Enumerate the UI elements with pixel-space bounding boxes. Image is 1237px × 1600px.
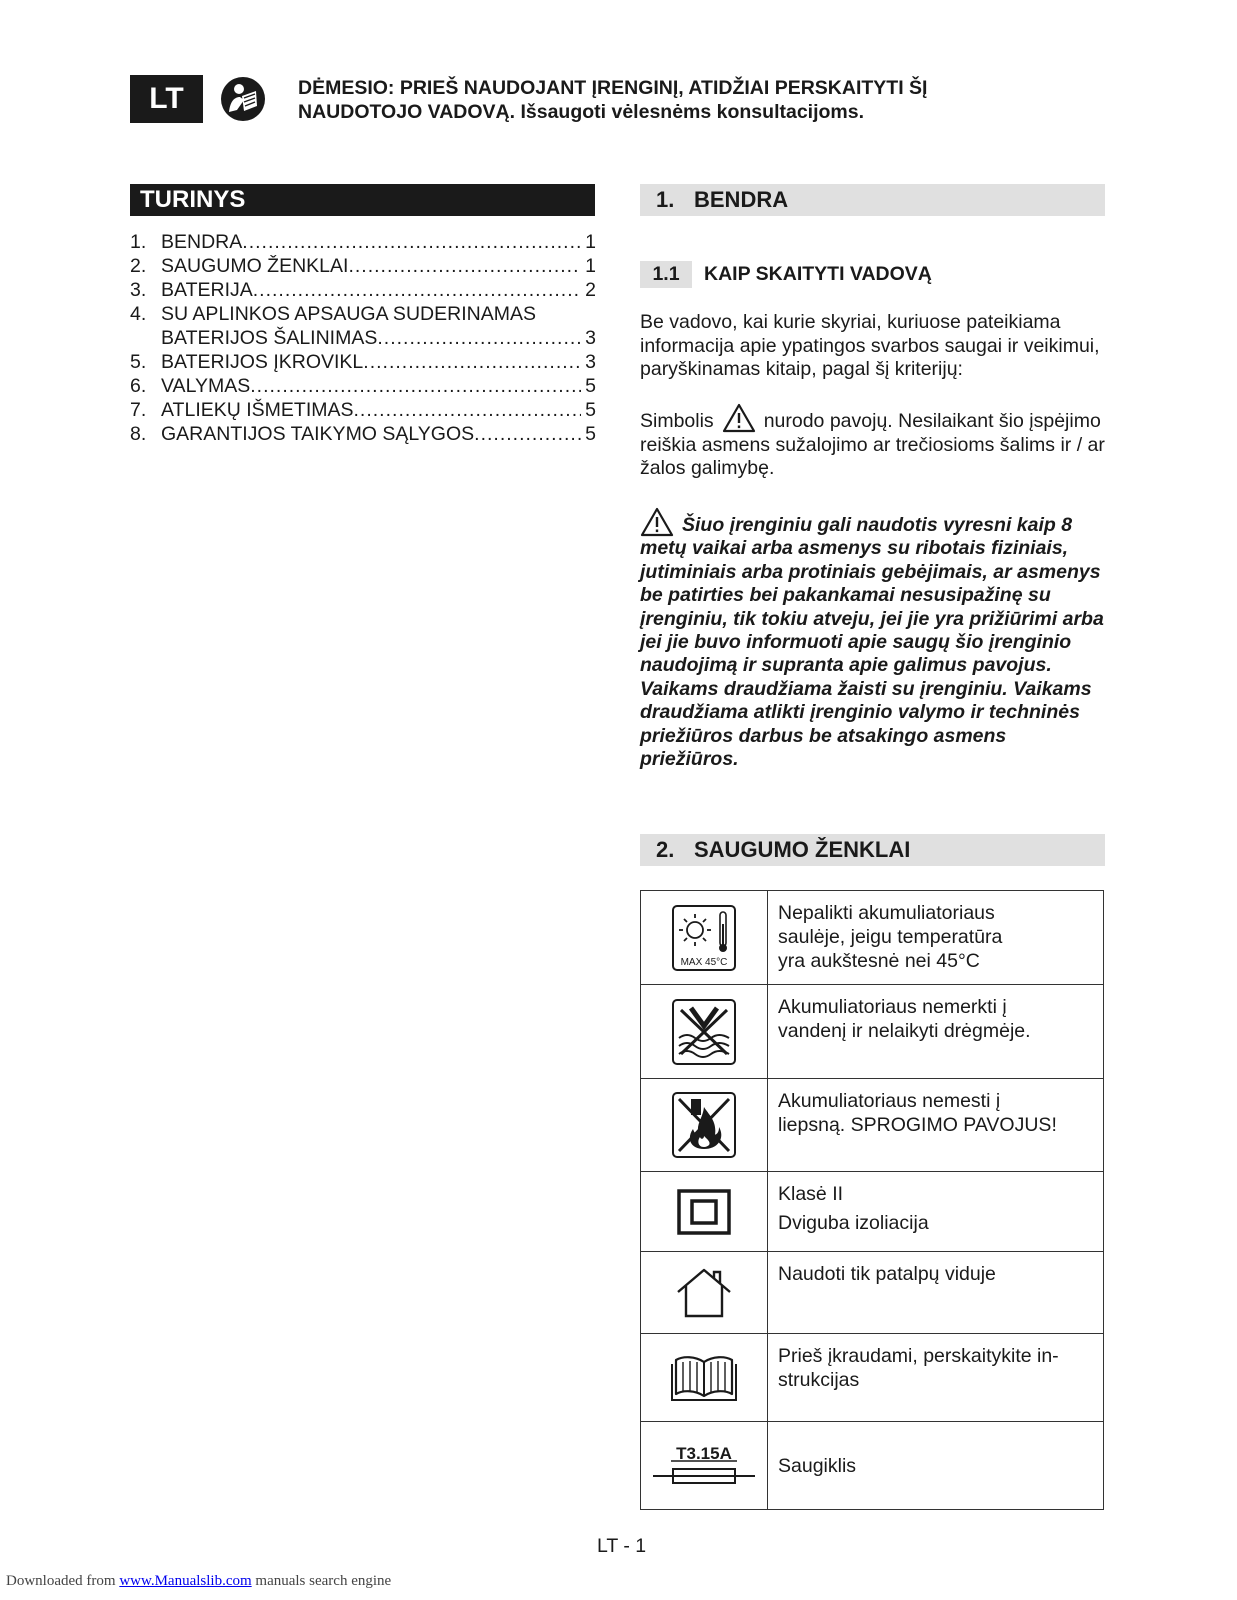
subsection-title: KAIP SKAITYTI VADOVĄ [704,263,932,285]
toc-item-label: GARANTIJOS TAIKYMO SĄLYGOS [161,423,475,445]
symbol-text-line: strukcijas [778,1369,860,1391]
language-badge: LT [130,75,203,123]
children-warning-paragraph [640,507,1105,771]
toc-item-label: SAUGUMO ŽENKLAI [161,255,349,277]
symbol-description [768,985,1104,1079]
symbol-text-line: Klasė II [778,1183,844,1205]
subsection-number: 1.1 [640,261,692,288]
toc-item-page: 3 [585,351,596,373]
symbol-text-line: Nepalikti akumuliatoriaus [778,902,995,924]
symbol-text-line: Dviguba izoliacija [778,1212,929,1234]
toc-item-label: BATERIJA [161,279,253,301]
toc-item-page: 5 [585,423,596,445]
warning-header [298,76,1058,124]
toc-item-label: BATERIJOS ŠALINIMAS [161,327,378,349]
toc-item-label: SU APLINKOS APSAUGA SUDERINAMAS [161,303,536,325]
symbol-text-line: Prieš įkraudami, perskaitykite in- [778,1345,1059,1367]
toc-item-page: 1 [585,231,596,253]
icon-cell [641,1252,768,1334]
warning-triangle-icon [722,403,756,433]
symbol-description [768,1172,1104,1252]
footer-prefix: Downloaded from [6,1573,120,1589]
toc-item-page: 5 [585,399,596,421]
icon-cell [641,1079,768,1172]
section-1-header [640,184,1105,216]
symbol-text-line: saulėje, jeigu temperatūra [778,926,1003,948]
toc-item-atlieku[interactable] [130,398,596,422]
table-row [641,1252,1104,1334]
symbol-text-line: Akumuliatoriaus nemerkti į [778,996,1007,1018]
toc-item-page: 5 [585,375,596,397]
symbol-description [768,1079,1104,1172]
toc-item-number: 4. [130,303,147,325]
manual-reading-icon [220,76,266,122]
icon-cell [641,1422,768,1510]
indoor-house-icon [674,1266,734,1320]
section-number: 2. [656,837,675,862]
toc-title: TURINYS [130,184,595,216]
section-title: BENDRA [694,187,789,212]
table-row [641,1079,1104,1172]
toc-item-number: 6. [130,375,147,397]
toc-item-label: BATERIJOS ĮKROVIKL [161,351,364,373]
toc-item-label: VALYMAS [161,375,251,397]
symbol-text-before: Simbolis [640,410,714,432]
toc-item-page: 1 [585,255,596,277]
toc-item-label: BENDRA [161,231,243,253]
section-number: 1. [656,187,675,212]
toc-item-number: 2. [130,255,147,277]
toc-item-number: 7. [130,399,147,421]
icon-cell [641,985,768,1079]
table-row [641,1172,1104,1252]
warning-triangle-icon [640,507,674,537]
safety-symbols-table [640,890,1104,1510]
toc-item-number: 8. [130,423,147,445]
symbol-description [768,891,1104,985]
toc-item-ikrovikl[interactable] [130,350,596,374]
toc-item-page: 2 [585,279,596,301]
fuse-rating-label: T3.15A [676,1443,732,1463]
open-book-icon [669,1354,739,1402]
toc-item-valymas[interactable] [130,374,596,398]
symbol-description [768,1334,1104,1422]
table-row [641,1422,1104,1510]
icon-cell [641,1334,768,1422]
table-row [641,891,1104,985]
table-row [641,985,1104,1079]
intro-paragraph: Be vadovo, kai kurie skyriai, kuriuose pateikiama informacija apie ypatingos svarbos saugai ir veikimui, paryškinamas kitaip, pagal šį kriterijų: [640,311,1100,381]
toc-item-number: 1. [130,231,147,253]
download-footer [6,1573,391,1590]
max-temp-label: MAX 45°C [680,956,728,968]
subsection-1-1-header [640,261,932,288]
toc-item-number: 5. [130,351,147,373]
toc-item-aplinkos-line2[interactable] [130,326,596,350]
table-of-contents [130,230,596,446]
section-title: SAUGUMO ŽENKLAI [694,837,911,862]
symbol-paragraph [640,403,1105,481]
symbol-description [768,1252,1104,1334]
section-2-header [640,834,1105,866]
toc-item-number: 3. [130,279,147,301]
table-row [641,1334,1104,1422]
symbol-text-line: Akumuliatoriaus nemesti į [778,1090,1001,1112]
manualslib-link[interactable]: www.Manualslib.com [119,1573,252,1589]
toc-item-label: ATLIEKŲ IŠMETIMAS [161,399,354,421]
toc-item-saugumo-zenklai[interactable] [130,254,596,278]
toc-item-bendra[interactable] [130,230,596,254]
double-insulation-icon [676,1189,732,1235]
symbol-description [768,1422,1104,1510]
footer-suffix: manuals search engine [251,1573,392,1589]
children-warning-text: Šiuo įrenginiu gali naudotis vyresni kaip 8 metų vaikai arba asmenys su ribotais fiziniais, jutiminiais arba protiniais gebėjimais, ar asmenys be patirties bei pakankamai nesusipažinę su įrenginiu, tik tokiu atveju, jei jie yra prižiūrimi arba jei jie buvo informuoti apie saugų šio įrenginio naudojimą ir supranta apie galimus pavojus. Vaikams draudžiama žaisti su įrenginiu. Vaikams draudžiama atlikti įrenginio valymo ir techninės priežiūros darbus be atsakingo asmens priežiūros. [640,514,1104,771]
symbol-text-line: liepsną. SPROGIMO PAVOJUS! [778,1114,1057,1136]
warning-line-2: NAUDOTOJO VADOVĄ. Išsaugoti vėlesnėms konsultacijoms. [298,101,865,123]
symbol-text-line: Saugiklis [778,1454,857,1477]
toc-item-garantijos[interactable] [130,422,596,446]
toc-item-baterija[interactable] [130,278,596,302]
toc-item-aplinkos-line1[interactable] [130,302,596,326]
icon-cell [641,891,768,985]
page-number: LT - 1 [597,1535,647,1557]
symbol-text-line: Naudoti tik patalpų viduje [778,1263,996,1285]
toc-item-page: 3 [585,327,596,349]
icon-cell [641,1172,768,1252]
symbol-text-after: nurodo pavojų. Nesilaikant šio įspėjimo reiškia asmens sužalojimo ar trečiosioms šalims ir / ar žalos galimybę. [640,410,1105,480]
no-water-icon [671,998,737,1066]
symbol-text-line: yra aukštesnė nei 45°C [778,950,980,972]
fuse-icon [649,1441,759,1491]
symbol-text-line: vandenį ir nelaikyti drėgmėje. [778,1020,1031,1042]
warning-line-1: DĖMESIO: PRIEŠ NAUDOJANT ĮRENGINĮ, ATIDŽIAI PERSKAITYTI ŠĮ [298,77,928,99]
sun-thermometer-icon [671,904,737,972]
no-fire-icon [671,1091,737,1159]
